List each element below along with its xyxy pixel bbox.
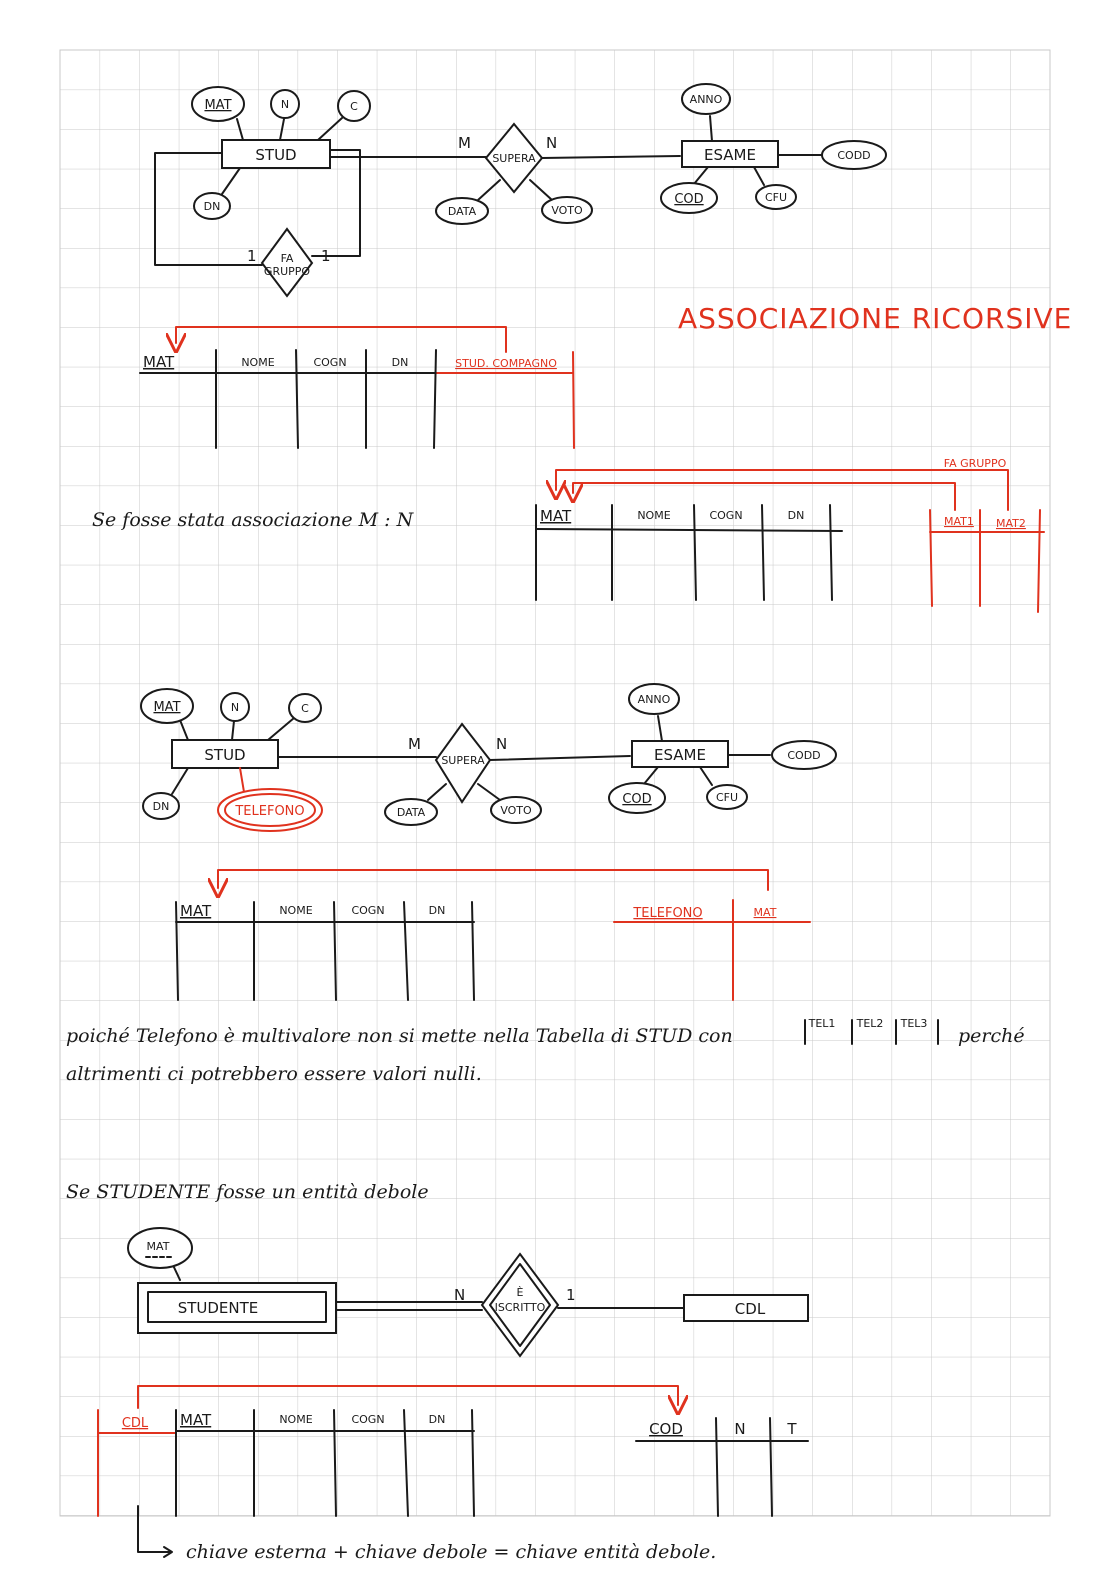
table1-col-dn: DN xyxy=(391,356,409,369)
entity-cdl-label: CDL xyxy=(734,1300,766,1318)
table3-col-telefono: TELEFONO xyxy=(633,906,703,921)
note-tel1: TEL1 xyxy=(808,1017,836,1030)
card-1-left: 1 xyxy=(247,247,257,265)
table3-col-cogn: COGN xyxy=(351,904,385,917)
table1-col-mat: MAT xyxy=(143,353,175,371)
card-m-2: M xyxy=(408,735,421,753)
card-m: M xyxy=(458,134,471,152)
attr-anno-2-label: ANNO xyxy=(637,693,671,706)
note-tel2: TEL2 xyxy=(856,1017,884,1030)
table2-col-dn: DN xyxy=(787,509,805,522)
relation-supera-2-label: SUPERA xyxy=(441,754,485,767)
attr-data-2-label: DATA xyxy=(396,806,426,819)
table2-col-mat2: MAT2 xyxy=(996,517,1026,530)
attr-codd-2-label: CODD xyxy=(787,749,821,762)
relation-supera-label: SUPERA xyxy=(492,152,536,165)
title-associazione-ricorsive: ASSOCIAZIONE RICORSIVE xyxy=(678,302,1073,335)
table2-rel-label: FA GRUPPO xyxy=(943,457,1007,470)
note-multivalore-end: perché xyxy=(958,1025,1025,1047)
card-n: N xyxy=(546,134,558,152)
entity-esame-label: ESAME xyxy=(704,146,756,164)
attr-cod-2-label: COD xyxy=(622,792,652,807)
note-multivalore-line1: poiché Telefono è multivalore non si mette nella Tabella di STUD con xyxy=(66,1025,733,1047)
table3-col-nome: NOME xyxy=(279,904,313,917)
attr-c-label: C xyxy=(350,100,358,113)
note-chiave: chiave esterna + chiave debole = chiave entità debole. xyxy=(186,1541,717,1563)
card-1-3: 1 xyxy=(566,1286,576,1304)
attr-voto-2-label: VOTO xyxy=(500,804,532,817)
attr-n-2-label: N xyxy=(230,701,240,714)
attr-c-2-label: C xyxy=(301,702,309,715)
note-entita-debole: Se STUDENTE fosse un entità debole xyxy=(66,1181,429,1203)
attr-cfu-2-label: CFU xyxy=(715,791,739,804)
table2-col-nome: NOME xyxy=(637,509,671,522)
table3-col-mat: MAT xyxy=(180,902,212,920)
note-multivalore-line2: altrimenti ci potrebbero essere valori nulli. xyxy=(66,1063,482,1085)
table5-col-n: N xyxy=(734,1420,746,1438)
card-n-2: N xyxy=(496,735,508,753)
entity-stud-2-label: STUD xyxy=(204,746,246,764)
attr-n-label: N xyxy=(280,98,290,111)
attr-mat-2-label: MAT xyxy=(153,700,181,715)
table4-col-cogn: COGN xyxy=(351,1413,385,1426)
table2-col-mat1: MAT1 xyxy=(944,515,974,528)
attr-codd-label: CODD xyxy=(837,149,871,162)
entity-esame-2-label: ESAME xyxy=(654,746,706,764)
attr-anno-label: ANNO xyxy=(689,93,723,106)
table4-col-dn: DN xyxy=(428,1413,446,1426)
attr-cfu-label: CFU xyxy=(764,191,788,204)
attr-dn-2-label: DN xyxy=(152,800,170,813)
note-mn: Se fosse stata associazione M : N xyxy=(92,509,414,531)
table1-col-stud-compagno: STUD. COMPAGNO xyxy=(455,357,557,370)
card-1-right: 1 xyxy=(321,247,331,265)
attr-mat-3-label: MAT xyxy=(146,1240,170,1253)
table1-col-nome: NOME xyxy=(241,356,275,369)
table1-col-cogn: COGN xyxy=(313,356,347,369)
attr-cod-label: COD xyxy=(674,192,704,207)
entity-stud-label: STUD xyxy=(255,146,297,164)
table2-col-mat: MAT xyxy=(540,507,572,525)
relation-e-iscritto-label-1: È xyxy=(516,1286,524,1299)
table5-col-cod: COD xyxy=(649,1420,683,1438)
attr-mat-label: MAT xyxy=(204,98,232,113)
entity-studente-label: STUDENTE xyxy=(177,1299,259,1317)
table3-col-mat-fk: MAT xyxy=(753,906,777,919)
attr-data-label: DATA xyxy=(447,205,477,218)
relation-fa-gruppo-label-2: GRUPPO xyxy=(263,265,311,278)
card-n-3: N xyxy=(454,1286,466,1304)
table4-col-nome: NOME xyxy=(279,1413,313,1426)
table5-col-t: T xyxy=(787,1420,797,1438)
attr-dn-label: DN xyxy=(203,200,221,213)
relation-fa-gruppo-label-1: FA xyxy=(280,252,294,265)
note-tel3: TEL3 xyxy=(900,1017,928,1030)
attr-voto-label: VOTO xyxy=(551,204,583,217)
relation-e-iscritto-label-2: ISCRITTO xyxy=(494,1301,546,1314)
table4-col-cdl: CDL xyxy=(121,1416,149,1431)
table2-col-cogn: COGN xyxy=(709,509,743,522)
table3-col-dn: DN xyxy=(428,904,446,917)
attr-telefono-label: TELEFONO xyxy=(235,804,305,819)
table4-col-mat: MAT xyxy=(180,1411,212,1429)
